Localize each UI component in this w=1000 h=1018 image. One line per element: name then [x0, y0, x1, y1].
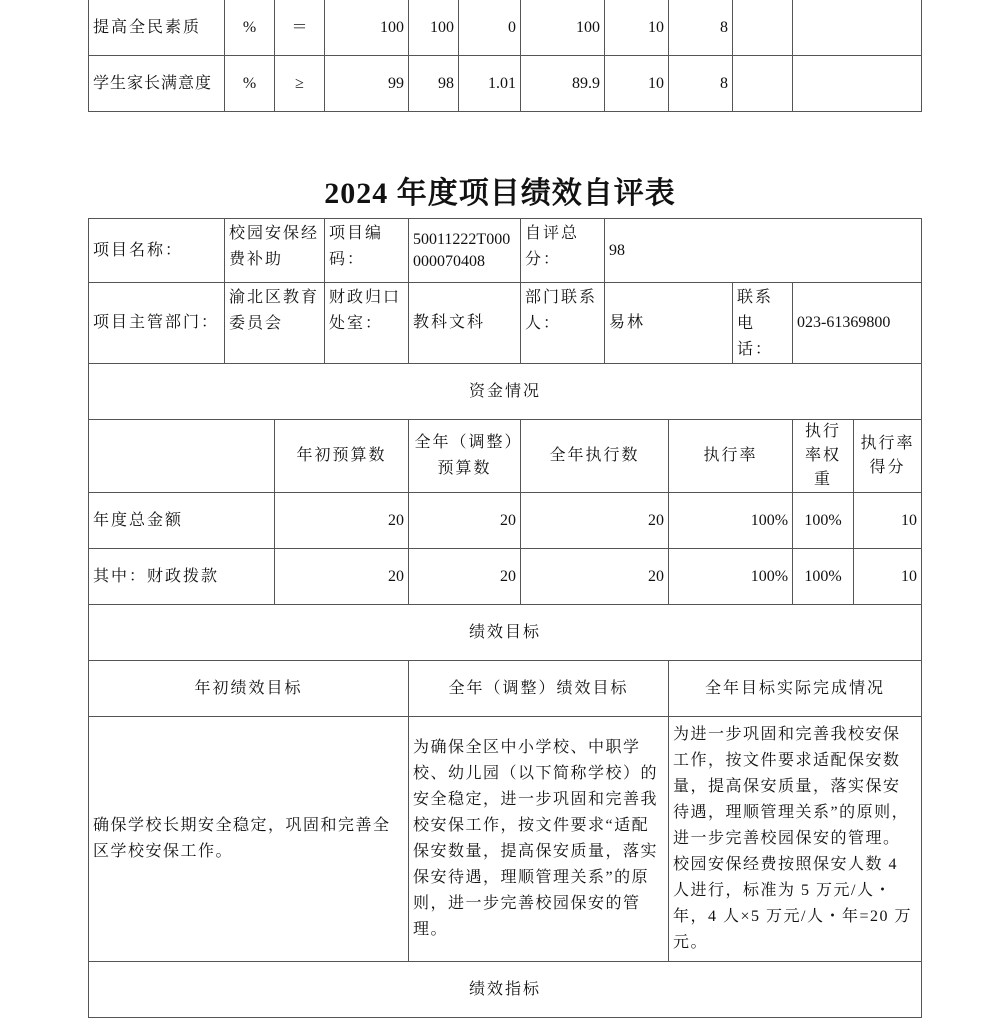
goals-section-title: 绩效目标	[89, 605, 922, 661]
indicator-name: 提高全民素质	[89, 0, 225, 56]
indicator-table-continued	[88, 0, 922, 112]
table-row	[89, 605, 922, 661]
phone-label: 联系电话：	[733, 283, 793, 364]
funds-score: 10	[854, 549, 922, 605]
table-row	[89, 283, 922, 364]
funds-header-initial: 年初预算数	[275, 420, 409, 493]
funds-executed: 20	[521, 549, 669, 605]
funds-header-score: 执行率得分	[854, 420, 922, 493]
goals-initial-text: 确保学校长期安全稳定，巩固和完善全区学校安保工作。	[89, 717, 409, 962]
finance-office: 教科文科	[409, 283, 521, 364]
table-row	[89, 717, 922, 962]
indicator-value	[733, 0, 793, 56]
funds-header-adjusted: 全年（调整）预算数	[409, 420, 521, 493]
funds-weight: 100%	[793, 549, 854, 605]
project-code: 50011222T000000070408	[409, 219, 521, 283]
self-score: 98	[605, 219, 922, 283]
goals-header-actual: 全年目标实际完成情况	[669, 661, 922, 717]
contact: 易林	[605, 283, 733, 364]
indicator-value	[793, 56, 922, 112]
table-row	[89, 661, 922, 717]
funds-row-label: 其中：财政拨款	[89, 549, 275, 605]
table-row	[89, 962, 922, 1018]
indicator-value: 100	[325, 0, 409, 56]
funds-header-weight: 执行率权重	[793, 420, 854, 493]
funds-executed: 20	[521, 493, 669, 549]
dept: 渝北区教育委员会	[225, 283, 325, 364]
project-name: 校园安保经费补助	[225, 219, 325, 283]
funds-initial: 20	[275, 549, 409, 605]
goals-adjusted-text: 为确保全区中小学校、中职学校、幼儿园（以下简称学校）的安全稳定，进一步巩固和完善我校安保工作，按文件要求“适配保安数量，提高保安质量，落实保安待遇，理顺管理关系”的原则，进一步完善校园保安的管理。	[409, 717, 669, 962]
indicator-operator: ≥	[275, 56, 325, 112]
indicator-value: 99	[325, 56, 409, 112]
funds-weight: 100%	[793, 493, 854, 549]
table-row	[89, 493, 922, 549]
funds-rate: 100%	[669, 549, 793, 605]
self-score-label: 自评总分：	[521, 219, 605, 283]
indicator-value: 8	[669, 56, 733, 112]
indicator-value: 100	[521, 0, 605, 56]
indicator-operator: ＝	[275, 0, 325, 56]
funds-adjusted: 20	[409, 549, 521, 605]
indicator-value: 89.9	[521, 56, 605, 112]
funds-adjusted: 20	[409, 493, 521, 549]
goals-header-adjusted: 全年（调整）绩效目标	[409, 661, 669, 717]
indicator-name: 学生家长满意度	[89, 56, 225, 112]
indicators-section-title: 绩效指标	[89, 962, 922, 1018]
table-row	[89, 549, 922, 605]
table-row	[89, 219, 922, 283]
funds-score: 10	[854, 493, 922, 549]
table-row	[89, 420, 922, 493]
funds-row-label: 年度总金额	[89, 493, 275, 549]
indicator-value: 10	[605, 56, 669, 112]
indicator-value: 10	[605, 0, 669, 56]
indicator-value: 0	[459, 0, 521, 56]
funds-section-title: 资金情况	[89, 364, 922, 420]
indicator-value	[793, 0, 922, 56]
goals-header-initial: 年初绩效目标	[89, 661, 409, 717]
self-evaluation-table	[88, 218, 922, 1018]
contact-label: 部门联系人：	[521, 283, 605, 364]
funds-rate: 100%	[669, 493, 793, 549]
funds-header-executed: 全年执行数	[521, 420, 669, 493]
indicator-value: 8	[669, 0, 733, 56]
phone: 023-61369800	[793, 283, 922, 364]
goals-actual-text: 为进一步巩固和完善我校安保工作，按文件要求适配保安数量，提高保安质量，落实保安待遇，理顺管理关系”的原则，进一步完善校园保安的管理。校园安保经费按照保安人数 4 人进行，标准为 5 万元/人・年，4 人×5 万元/人・年=20 万元。	[669, 717, 922, 962]
page-title: 2024 年度项目绩效自评表	[324, 177, 676, 210]
funds-header-blank	[89, 420, 275, 493]
table-row	[89, 364, 922, 420]
indicator-value	[733, 56, 793, 112]
table-row	[89, 0, 922, 56]
finance-office-label: 财政归口处室：	[325, 283, 409, 364]
funds-header-rate: 执行率	[669, 420, 793, 493]
project-code-label: 项目编码：	[325, 219, 409, 283]
indicator-value: 100	[409, 0, 459, 56]
table-row	[89, 56, 922, 112]
indicator-unit: %	[225, 56, 275, 112]
indicator-value: 98	[409, 56, 459, 112]
indicator-value: 1.01	[459, 56, 521, 112]
project-name-label: 项目名称：	[89, 219, 225, 283]
dept-label: 项目主管部门：	[89, 283, 225, 364]
funds-initial: 20	[275, 493, 409, 549]
indicator-unit: %	[225, 0, 275, 56]
